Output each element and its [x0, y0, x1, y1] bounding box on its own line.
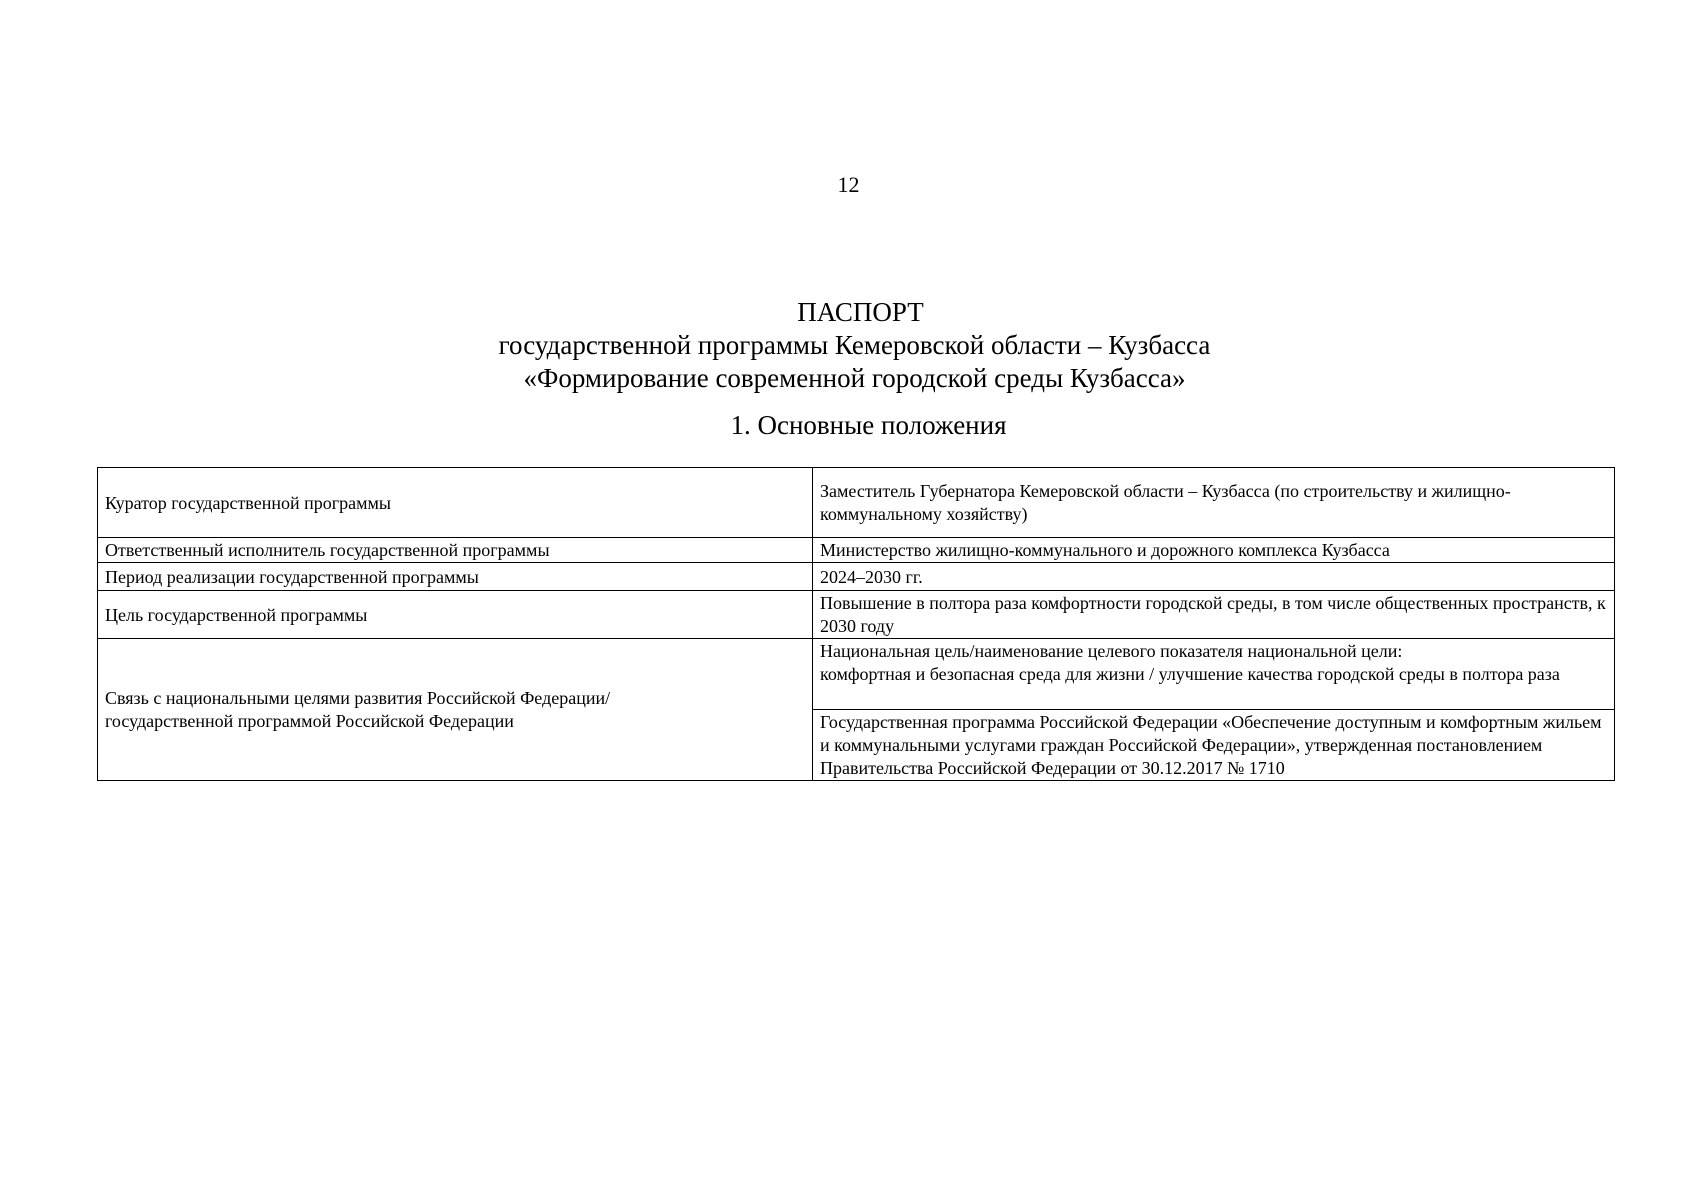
- row-value-responsible: Министерство жилищно-коммунального и дорожного комплекса Кузбасса: [813, 538, 1615, 563]
- row-label-period: Период реализации государственной программы: [98, 563, 813, 591]
- table-row: [98, 563, 1615, 591]
- title-line-passport: ПАСПОРТ: [797, 297, 924, 327]
- title-line-program: государственной программы Кемеровской области – Кузбасса: [498, 330, 1211, 360]
- table-row: [98, 591, 1615, 639]
- passport-table: [97, 467, 1615, 781]
- national-goal-heading: Национальная цель/наименование целевого показателя национальной цели:: [820, 641, 1403, 661]
- row-value-national-goal: [813, 639, 1615, 710]
- row-value-period: 2024–2030 гг.: [813, 563, 1615, 591]
- page-number: 12: [837, 172, 860, 197]
- title-line-program-name: «Формирование современной городской среды Кузбасса»: [523, 363, 1186, 393]
- row-label-goal: Цель государственной программы: [98, 591, 813, 639]
- row-value-curator: Заместитель Губернатора Кемеровской области – Кузбасса (по строительству и жилищно-коммунальному хозяйству): [813, 468, 1615, 538]
- row-label-national-goals-line1: Связь с национальными целями развития Российской Федерации/: [105, 688, 611, 708]
- document-title: [0, 296, 1697, 395]
- section-heading: 1. Основные положения: [730, 410, 1007, 440]
- row-label-national-goals-line2: государственной программой Российской Федерации: [105, 711, 514, 731]
- row-value-goal: Повышение в полтора раза комфортности городской среды, в том числе общественных пространств, к 2030 году: [813, 591, 1615, 639]
- row-label-curator: Куратор государственной программы: [98, 468, 813, 538]
- table-row: [98, 538, 1615, 563]
- table-row: [98, 468, 1615, 538]
- row-value-state-program: Государственная программа Российской Федерации «Обеспечение доступным и комфортным жильем и коммунальными услугами граждан Российской Федерации», утвержденная постановлением Правительства Российской Федерации от 30.12.2017 № 1710: [813, 710, 1615, 781]
- table-row: [98, 639, 1615, 710]
- row-label-responsible: Ответственный исполнитель государственной программы: [98, 538, 813, 563]
- row-label-national-goals: [98, 639, 813, 781]
- national-goal-indicator: комфортная и безопасная среда для жизни / улучшение качества городской среды в полтора раза: [820, 664, 1560, 684]
